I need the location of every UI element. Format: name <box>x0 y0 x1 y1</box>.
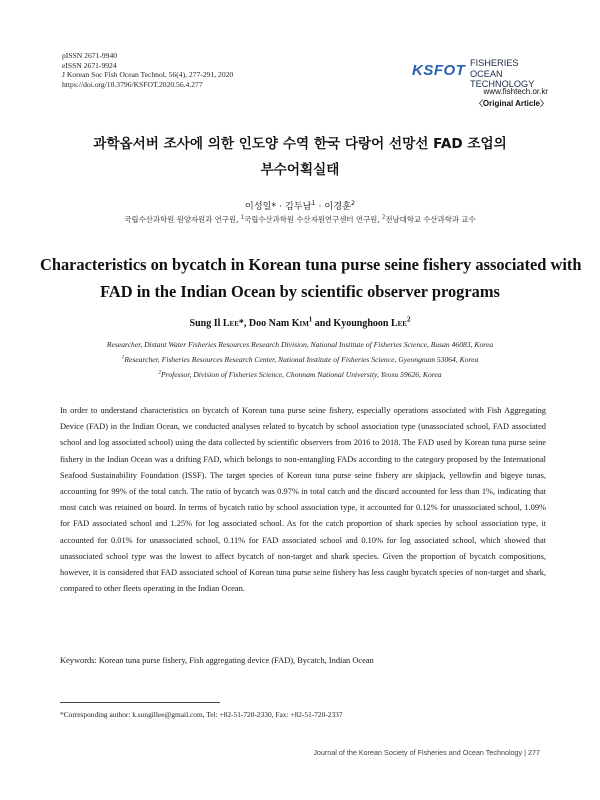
english-affiliation-3 <box>0 370 600 379</box>
kr-affil-2: 국립수산과학원 수산자원연구센터 연구원, <box>244 215 383 224</box>
english-affiliation-1: Researcher, Distant Water Fisheries Resources Research Division, National Institute of Fisheries Science, Busan 46083, Korea <box>106 340 494 349</box>
english-authors <box>0 315 600 329</box>
en-author-3-last: Lee <box>390 318 407 329</box>
doi-link[interactable]: https://doi.org/10.3796/KSFOT.2020.56.4.277 <box>62 79 203 89</box>
en-author-3-sup: 2 <box>406 315 411 324</box>
logo-line1: FISHERIES OCEAN <box>470 58 519 79</box>
en-author-sep: , <box>243 318 249 329</box>
kr-affil-3-sup: 2 <box>382 214 386 221</box>
kr-affil-3: 전남대학교 수산과학과 교수 <box>385 215 476 224</box>
journal-website[interactable]: www.fishtech.or.kr <box>483 87 548 96</box>
footnote-divider <box>60 702 220 703</box>
corresponding-mark: * <box>238 318 244 329</box>
en-affil-3-sup: 2 <box>158 369 162 376</box>
en-author-1-last: Lee <box>222 318 239 329</box>
kr-author-sep: · <box>276 201 285 212</box>
page-footer: Journal of the Korean Society of Fisheries and Ocean Technology | 277 <box>313 748 540 757</box>
en-affil-2-text: Researcher, Fisheries Resources Research Center, National Institute of Fisheries Science, Gyeongnam 53064, Korea <box>124 355 479 364</box>
logo-mark: KSFOT <box>412 62 466 79</box>
en-author-2-sup: 1 <box>308 315 313 324</box>
en-author-sep: and <box>312 318 334 329</box>
en-author-2-first: Doo Nam <box>248 318 292 329</box>
kr-author-2: 김두남 <box>284 201 312 212</box>
kr-author-3: 이경훈 <box>324 201 352 212</box>
article-type: 〈Original Article〉 <box>474 99 548 108</box>
korean-title-line2: 부수어획실태 <box>260 162 340 178</box>
english-affiliation-2 <box>0 355 600 364</box>
pissn: pISSN 2671-9940 <box>62 51 118 60</box>
kr-author-2-sup: 1 <box>311 198 316 207</box>
abstract: In order to understand characteristics on bycatch of Korean tuna purse seine fishery, especially operations associated with Fish Aggregating Device (FAD) in the Indian Ocean, we conducted analyses related to bycatch by school association type (unassociated school, FAD associated school and log associated school) using the data collected by scientific observers from 2016 to 2018. The FAD used by Korean tuna purse seine fishery in the Indian Ocean was a drifting FAD, which belongs to non-entangling FADs according to the category proposed by the International Seafood Sustainability Foundation (ISSF). The target species of Korean tuna purse seine fishery are skipjack, yellowfin and bigeye tunas, accounting for 99% of the total catch. The ratio of bycatch was 0.97% in total catch and the discard accounted for less than 1%, indicating that most catch was retained on board. In terms of bycatch ratio by school association type, it accounted for 0.12% for unassociated school, 1.09% for FAD associated school and 1.25% for log associated school. As for the catch proportion of shark species by school association type, it accounted for 0.01% for unassociated school, 0.11% for FAD associated school and 0.10% for log associated school, which showed that unassociated school type was the lowest to affect bycatch of non-target and shark species. Given the proportion of bycatch compositions, however, it is considered that FAD associated school of Korean tuna purse seine fishery has less caught bycatch species of non-target and shark, compared to other fleets operating in the Indian Ocean. <box>60 406 546 594</box>
korean-title-line1: 과학옵서버 조사에 의한 인도양 수역 한국 다랑어 선망선 FAD 조업의 <box>93 136 507 152</box>
en-affil-3-text: Professor, Division of Fisheries Science, Chonnam National University, Yeosu 59626, Korea <box>161 370 442 379</box>
citation: J Korean Soc Fish Ocean Technol, 56(4), 277-291, 2020 <box>62 70 234 80</box>
journal-logo <box>412 58 547 89</box>
en-author-2-last: Kim <box>291 318 309 329</box>
en-affil-2-sup: 1 <box>121 354 125 361</box>
logo-text <box>470 58 547 90</box>
corresponding-author-footnote: *Corresponding author: k.sungillee@gmail.com, Tel: +82-51-720-2330, Fax: +82-51-720-2337 <box>60 710 343 719</box>
korean-authors <box>0 198 600 212</box>
kr-affil-1: 국립수산과학원 원양자원과 연구원, <box>124 215 241 224</box>
en-author-3-first: Kyounghoon <box>333 318 391 329</box>
english-title-line2: FAD in the Indian Ocean by scientific observer programs <box>100 282 500 301</box>
en-author-1-first: Sung Il <box>189 318 223 329</box>
logo-line2: TECHNOLOGY <box>470 79 535 89</box>
english-title-line1: Characteristics on bycatch in Korean tuna purse seine fishery associated with <box>40 255 582 274</box>
kr-affil-2-sup: 1 <box>240 214 245 221</box>
kr-author-sep: · <box>315 201 325 212</box>
kr-author-1: 이성일* <box>244 201 277 212</box>
korean-affiliations <box>0 214 600 225</box>
eissn: eISSN 2671-9924 <box>62 60 117 70</box>
kr-author-3-sup: 2 <box>351 198 356 207</box>
journal-meta <box>62 51 233 89</box>
keywords: Keywords: Korean tuna purse fishery, Fish aggregating device (FAD), Bycatch, Indian Ocean <box>60 656 374 665</box>
